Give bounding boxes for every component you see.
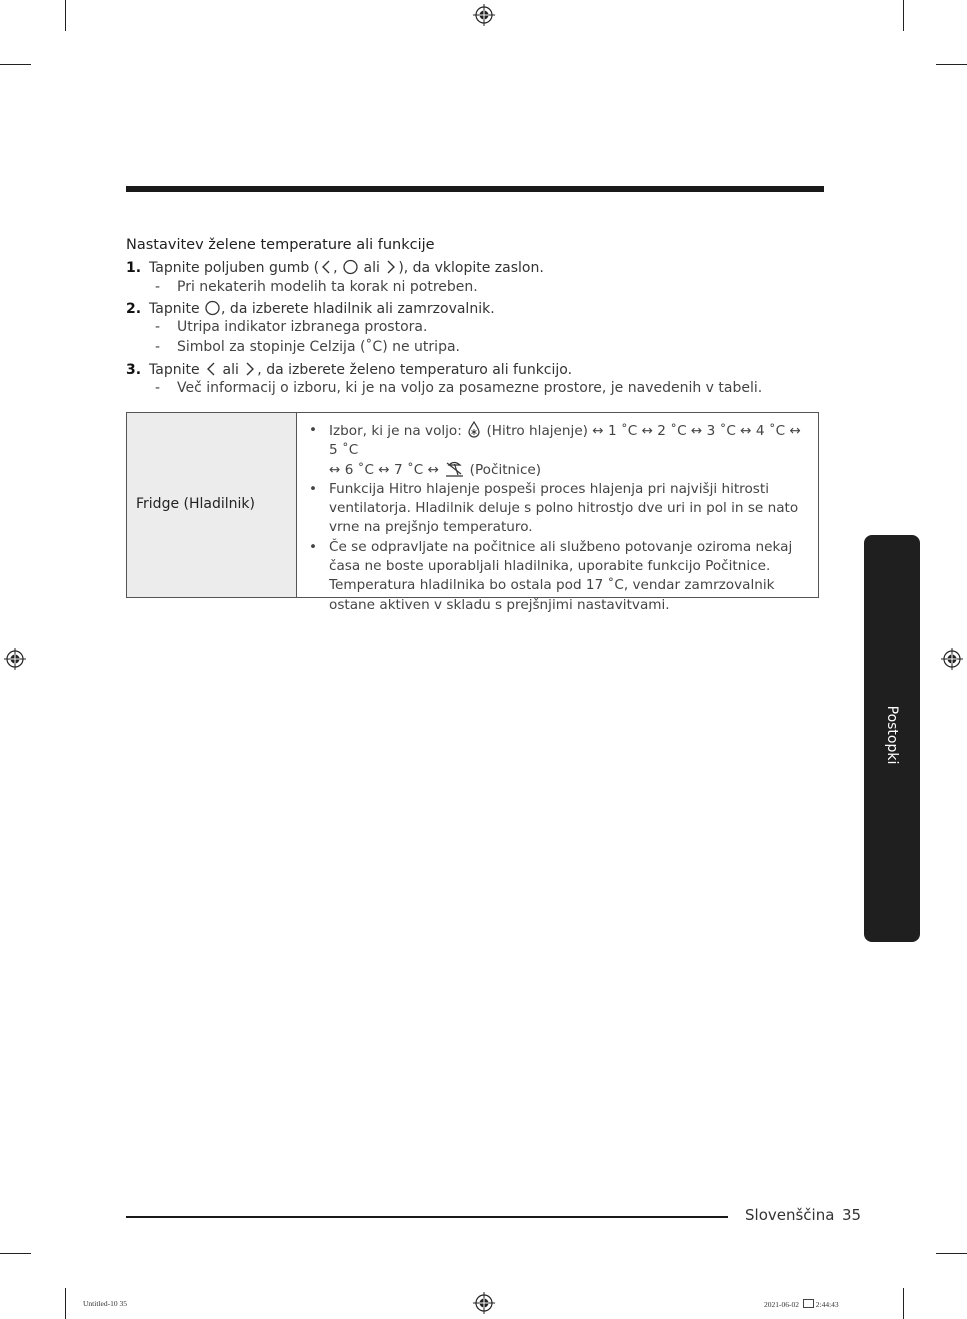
row-label: Fridge (Hladilnik) (136, 496, 255, 512)
step-text: ), da vklopite zaslon. (398, 260, 544, 276)
list-item (305, 421, 805, 480)
note-text: Simbol za stopinje Celzija (˚C) ne utripa. (177, 339, 460, 355)
bullet: • (309, 538, 318, 555)
step-2-note (155, 339, 460, 355)
crop-mark (936, 1253, 967, 1254)
note-text: Pri nekaterih modelih ta korak ni potreben. (177, 279, 478, 295)
crop-mark (0, 64, 31, 65)
bullet-text: (Hitro hlajenje) ↔ 1 ˚C ↔ 2 ˚C ↔ 3 ˚C ↔ 4 ˚C ↔ 5 ˚C (329, 423, 801, 459)
crop-mark (0, 1253, 31, 1254)
dash: - (155, 339, 161, 355)
step-3-note (155, 380, 762, 396)
chevron-right-icon (384, 259, 398, 275)
footer-rule (126, 1216, 728, 1218)
step-text: Tapnite (149, 362, 200, 378)
slug-date-text: 2021-06-02 (764, 1300, 799, 1309)
registration-mark-icon (473, 1292, 495, 1314)
step-text: , da izberete želeno temperaturo ali funkcijo. (257, 362, 573, 378)
slug-file: Untitled-10 35 (83, 1299, 127, 1308)
bullet-text: Če se odpravljate na počitnice ali službeno potovanje oziroma nekaj časa ne boste uporabljali hladilnika, uporabite funkcijo Počitnice. Temperatura hladilnika bo ostala pod 17 ˚C, vendar zamrzovalnik ostane aktiven v skladu s prejšnjimi nastavitvami. (329, 538, 793, 613)
step-text: ali (222, 362, 239, 378)
chapter-tab-label: Postopki (884, 705, 900, 765)
fast-cool-icon (466, 421, 482, 438)
list-item (305, 538, 805, 615)
bullet-text: (Počitnice) (469, 461, 542, 478)
footer-language: Slovenščina (745, 1206, 835, 1224)
step-text: Tapnite (149, 301, 200, 317)
step-text: Tapnite poljuben gumb ( (149, 260, 320, 276)
chevron-left-icon (204, 361, 218, 377)
note-text: Več informacij o izboru, ki je na voljo za posamezne prostore, je navedenih v tabeli. (177, 380, 763, 396)
chevron-left-icon (319, 259, 333, 275)
dash: - (155, 380, 161, 396)
registration-mark-icon (4, 648, 26, 670)
bullet: • (309, 422, 318, 438)
dash: - (155, 319, 161, 335)
bullet-text: ↔ 6 ˚C ↔ 7 ˚C ↔ (329, 461, 439, 478)
crop-mark (65, 1288, 66, 1319)
slug-date (764, 1299, 839, 1309)
list-item (305, 480, 805, 538)
section-title: Nastavitev želene temperature ali funkcije (126, 237, 435, 253)
step-text: , da izberete hladilnik ali zamrzovalnik. (221, 301, 495, 317)
placeholder-glyph-icon (803, 1299, 814, 1308)
chapter-tab (864, 535, 920, 942)
step-text: ali (363, 260, 380, 276)
step-1-note (155, 279, 478, 295)
bullet-text: Izbor, ki je na voljo: (329, 423, 462, 439)
step-number: 2. (126, 301, 142, 317)
step-2-note (155, 319, 427, 335)
step-3 (126, 361, 572, 378)
options-table (126, 412, 819, 613)
step-number: 3. (126, 362, 142, 378)
chevron-right-icon (243, 361, 257, 377)
crop-mark (903, 0, 904, 31)
step-1 (126, 259, 544, 276)
crop-mark (903, 1288, 904, 1319)
slug-time-text: 2:44:43 (815, 1300, 839, 1309)
table-row-header (127, 413, 297, 597)
crop-mark (65, 0, 66, 31)
registration-mark-icon (473, 4, 495, 26)
note-text: Utripa indikator izbranega prostora. (177, 319, 428, 335)
crop-mark (936, 64, 967, 65)
registration-mark-icon (941, 648, 963, 670)
dash: - (155, 279, 161, 295)
step-number: 1. (126, 260, 142, 276)
options-list (305, 421, 805, 615)
step-text: , (333, 260, 338, 276)
bullet-text: Funkcija Hitro hlajenje pospeši proces hlajenja pri najvišji hitrosti ventilatorja. Hladilnik deluje s polno hitrostjo dve uri in pol in se nato vrne na prejšnjo temperaturo. (329, 480, 799, 536)
vacation-icon (443, 461, 465, 477)
step-2 (126, 300, 495, 317)
bullet: • (309, 480, 318, 497)
page-number: 35 (842, 1206, 862, 1224)
circle-button-icon (342, 259, 359, 275)
top-rule (126, 186, 824, 192)
circle-button-icon (204, 300, 221, 316)
